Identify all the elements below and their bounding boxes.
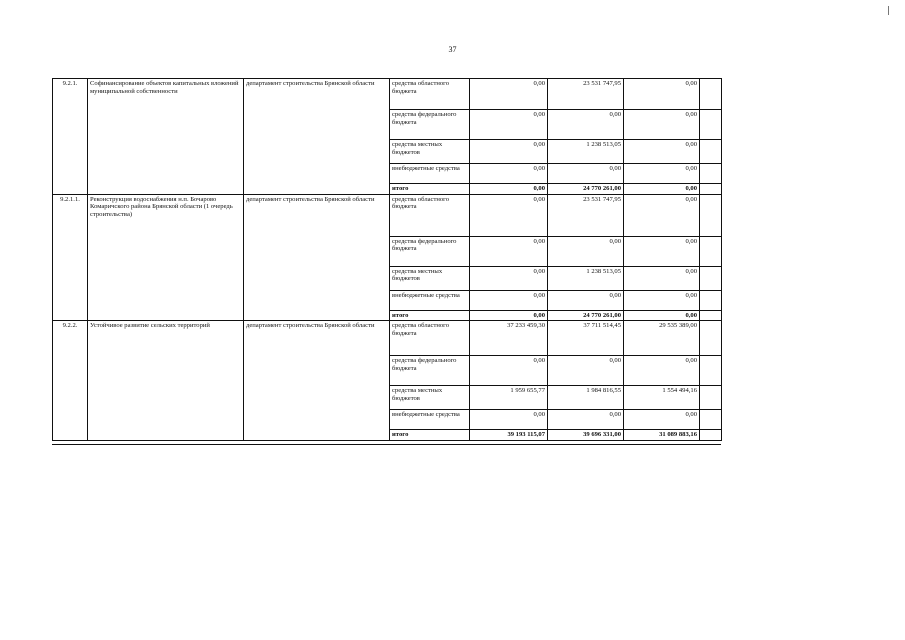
empty-cell	[700, 430, 722, 441]
amount-cell-v3: 0,00	[624, 164, 700, 184]
amount-cell-v2: 0,00	[548, 356, 624, 386]
amount-cell-v2: 0,00	[548, 290, 624, 310]
funding-source-cell: внебюджетные средства	[390, 290, 470, 310]
empty-cell	[700, 236, 722, 266]
amount-cell-v2: 23 531 747,95	[548, 194, 624, 236]
amount-cell-v1: 0,00	[470, 184, 548, 195]
empty-cell	[700, 321, 722, 356]
table-row	[53, 321, 722, 356]
code-cell: 9.2.1.	[53, 79, 88, 195]
amount-cell-v2: 1 238 513,05	[548, 266, 624, 290]
funding-source-cell: средства областного бюджета	[390, 321, 470, 356]
code-cell: 9.2.1.1.	[53, 194, 88, 321]
amount-cell-v1: 0,00	[470, 266, 548, 290]
funding-source-cell: средства федерального бюджета	[390, 110, 470, 140]
item-name-cell: Устойчивое развитие сельских территорий	[88, 321, 244, 441]
amount-cell-v1: 0,00	[470, 110, 548, 140]
amount-cell-v3: 29 535 389,00	[624, 321, 700, 356]
amount-cell-v1: 37 233 459,30	[470, 321, 548, 356]
amount-cell-v3: 0,00	[624, 356, 700, 386]
empty-cell	[700, 356, 722, 386]
amount-cell-v3: 0,00	[624, 194, 700, 236]
table-row	[53, 194, 722, 236]
empty-cell	[700, 140, 722, 164]
amount-cell-v2: 0,00	[548, 164, 624, 184]
amount-cell-v2: 0,00	[548, 410, 624, 430]
amount-cell-v1: 0,00	[470, 356, 548, 386]
amount-cell-v1: 0,00	[470, 79, 548, 110]
empty-cell	[700, 110, 722, 140]
executor-cell: департамент строительства Брянской области	[244, 79, 390, 195]
empty-cell	[700, 310, 722, 321]
empty-cell	[700, 194, 722, 236]
funding-source-cell: средства местных бюджетов	[390, 386, 470, 410]
amount-cell-v1: 0,00	[470, 310, 548, 321]
amount-cell-v3: 1 554 494,16	[624, 386, 700, 410]
empty-cell	[700, 410, 722, 430]
amount-cell-v3: 0,00	[624, 184, 700, 195]
amount-cell-v2: 37 711 514,45	[548, 321, 624, 356]
page-number: 37	[448, 45, 457, 54]
funding-source-cell: средства федерального бюджета	[390, 356, 470, 386]
funding-source-cell: итого	[390, 310, 470, 321]
amount-cell-v3: 0,00	[624, 236, 700, 266]
empty-cell	[700, 184, 722, 195]
funding-source-cell: внебюджетные средства	[390, 164, 470, 184]
funding-source-cell: средства областного бюджета	[390, 194, 470, 236]
amount-cell-v1: 0,00	[470, 140, 548, 164]
amount-cell-v3: 0,00	[624, 290, 700, 310]
amount-cell-v3: 0,00	[624, 79, 700, 110]
amount-cell-v2: 24 770 261,00	[548, 310, 624, 321]
amount-cell-v3: 0,00	[624, 266, 700, 290]
empty-cell	[700, 266, 722, 290]
amount-cell-v2: 24 770 261,00	[548, 184, 624, 195]
amount-cell-v2: 1 238 513,05	[548, 140, 624, 164]
funding-source-cell: средства местных бюджетов	[390, 266, 470, 290]
empty-cell	[700, 290, 722, 310]
amount-cell-v2: 0,00	[548, 236, 624, 266]
item-name-cell: Реконструкция водоснабжения н.п. Бочарово Комаричского района Брянской области (1 очередь строительства)	[88, 194, 244, 321]
amount-cell-v3: 31 089 883,16	[624, 430, 700, 441]
amount-cell-v2: 23 531 747,95	[548, 79, 624, 110]
executor-cell: департамент строительства Брянской области	[244, 194, 390, 321]
amount-cell-v1: 0,00	[470, 164, 548, 184]
funding-source-cell: средства областного бюджета	[390, 79, 470, 110]
funding-source-cell: средства федерального бюджета	[390, 236, 470, 266]
amount-cell-v2: 39 696 331,00	[548, 430, 624, 441]
amount-cell-v2: 1 984 816,55	[548, 386, 624, 410]
amount-cell-v1: 0,00	[470, 410, 548, 430]
amount-cell-v1: 0,00	[470, 236, 548, 266]
item-name-cell: Софинансирование объектов капитальных вложений муниципальной собственности	[88, 79, 244, 195]
empty-cell	[700, 386, 722, 410]
amount-cell-v3: 0,00	[624, 110, 700, 140]
amount-cell-v1: 39 193 115,07	[470, 430, 548, 441]
empty-cell	[700, 79, 722, 110]
amount-cell-v3: 0,00	[624, 140, 700, 164]
amount-cell-v3: 0,00	[624, 310, 700, 321]
margin-mark	[888, 6, 889, 15]
funding-source-cell: средства местных бюджетов	[390, 140, 470, 164]
funding-source-cell: внебюджетные средства	[390, 410, 470, 430]
empty-cell	[700, 164, 722, 184]
budget-table	[52, 78, 722, 441]
funding-source-cell: итого	[390, 430, 470, 441]
table-row	[53, 79, 722, 110]
amount-cell-v2: 0,00	[548, 110, 624, 140]
executor-cell: департамент строительства Брянской области	[244, 321, 390, 441]
amount-cell-v1: 0,00	[470, 194, 548, 236]
funding-source-cell: итого	[390, 184, 470, 195]
table-bottom-rule	[52, 444, 721, 445]
amount-cell-v1: 0,00	[470, 290, 548, 310]
amount-cell-v3: 0,00	[624, 410, 700, 430]
code-cell: 9.2.2.	[53, 321, 88, 441]
amount-cell-v1: 1 959 655,77	[470, 386, 548, 410]
